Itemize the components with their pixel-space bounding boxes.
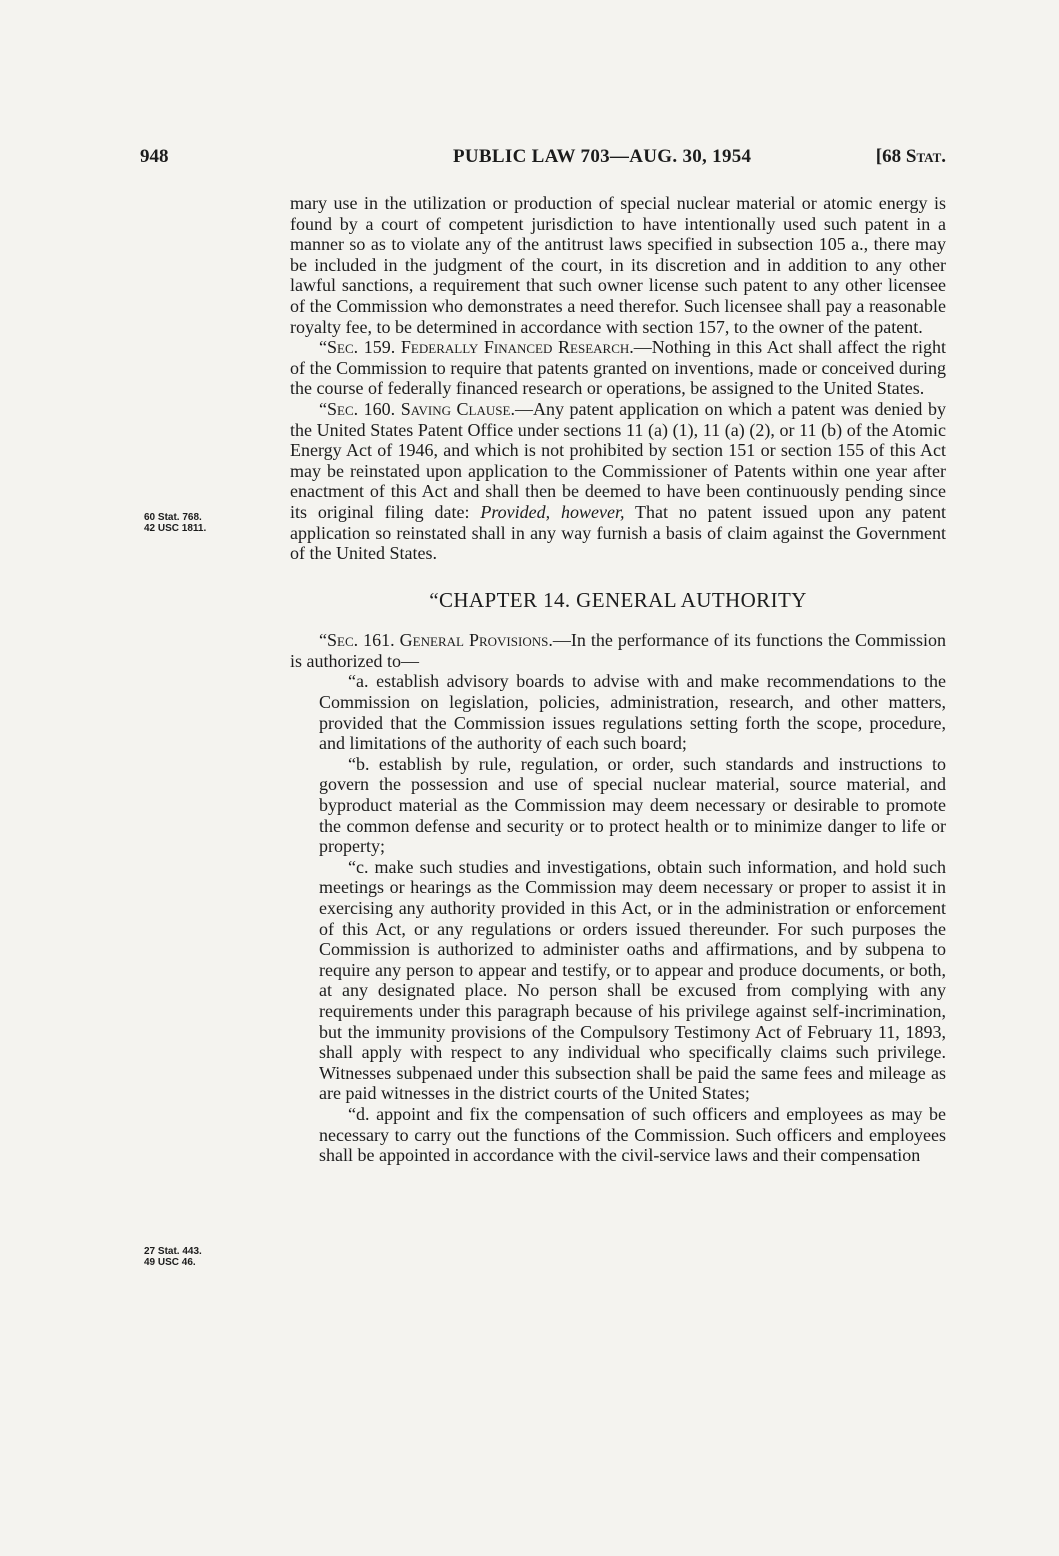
page-header bbox=[140, 146, 946, 172]
list-item: “c. make such studies and investigations, obtain such information, and hold such meetings or hearings as the Commission may deem necessary or proper to assist it in exercising any authority provided in this Act, or in the administration or enforcement of this Act, or any regulations or orders issued thereunder. For such purposes the Commission is authorized to administer oaths and affirmations, and by subpena to require any person to appear and testify, or to appear and produce documents, or both, at any designated place. No person shall be excused from complying with any requirements under this paragraph because of his privilege against self-incrimination, but the immunity provisions of the Compulsory Testimony Act of February 11, 1893, shall apply with respect to any individual who specifically claims such privilege. Witnesses subpenaed under this subsection shall be paid the same fees and mileage as are paid witnesses in the district courts of the United States; bbox=[319, 856, 946, 1104]
section-heading: “Sec. 159. Federally Financed Research. bbox=[319, 337, 634, 358]
list-item: “d. appoint and fix the compensation of such officers and employees as may be necessary to carry out the functions of the Commission. Such officers and employees shall be appointed in accordance with the civil-service laws and their compensation bbox=[319, 1103, 946, 1166]
list-item: “b. establish by rule, regulation, or order, such standards and instructions to govern the possession and use of special nuclear material, source material, and byproduct material as the Commission may deem necessary or desirable to promote the common defense and security or to protect health or to minimize danger to life or property; bbox=[319, 753, 946, 857]
section-heading: “Sec. 160. Saving Clause. bbox=[319, 398, 515, 419]
section-160: “Sec. 160. Saving Clause.—Any patent application on which a patent was denied by the United States Patent Office under sections 11 (a) (1), 11 (a) (2), or 11 (b) of the Atomic Energy Act of 1946, and which is not prohibited by section 151 or section 155 of this Act may be reinstated upon application to the Commissioner of Patents within one year after enactment of this Act and shall then be deemed to have been continuously pending since its original filing date: Provided, however, That no patent issued upon any patent application so reinstated shall in any way furnish a basis of claim against the Government of the United States. bbox=[290, 398, 946, 564]
margin-note: 60 Stat. 768. 42 USC 1811. bbox=[144, 512, 207, 534]
list-item: “a. establish advisory boards to advise with and make recommendations to the Commission on legislation, policies, administration, research, and other matters, provided that the Commission issues regulations setting forth the scope, procedure, and limitations of the authority of each such board; bbox=[319, 671, 946, 754]
body-text bbox=[290, 193, 946, 1166]
page-number: 948 bbox=[140, 146, 169, 167]
margin-note: 27 Stat. 443. 49 USC 46. bbox=[144, 1246, 202, 1268]
chapter-heading: “CHAPTER 14. GENERAL AUTHORITY bbox=[429, 587, 807, 612]
paragraph-continuation: mary use in the utilization or production of special nuclear material or atomic energy is found by a court of competent jurisdiction to have intentionally used such patent in a manner so as to violate any of the antitrust laws specified in subsection 105 a., there may be included in the judgment of the court, in its discretion and in addition to any other lawful sanctions, a requirement that such owner license such patent to any other licensee of the Commission who demonstrates a need therefor. Such licensee shall pay a reasonable royalty fee, to be determined in accordance with section 157, to the owner of the patent. bbox=[290, 193, 946, 337]
section-159: “Sec. 159. Federally Financed Research.—Nothing in this Act shall affect the right of the Commission to require that patents granted on inventions, made or conceived during the course of federally financed research or operations, be assigned to the United States. bbox=[290, 337, 946, 399]
section-161: “Sec. 161. General Provisions.—In the performance of its functions the Commission is authorized to— bbox=[290, 630, 946, 671]
statute-volume: [68 Stat. bbox=[875, 146, 946, 167]
section-heading: “Sec. 161. General Provisions. bbox=[319, 630, 553, 651]
page-title: PUBLIC LAW 703—AUG. 30, 1954 bbox=[453, 146, 752, 167]
